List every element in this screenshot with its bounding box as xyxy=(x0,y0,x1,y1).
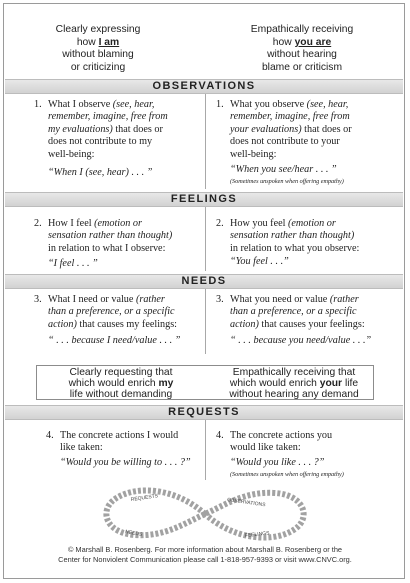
speaker-header-line2: how I am xyxy=(76,36,120,48)
item-number: 2. xyxy=(216,218,224,229)
logo-word-needs: NEEDS xyxy=(124,529,143,538)
requests-heading: REQUESTS xyxy=(5,405,403,420)
empathy-note: (Sometimes unspoken when offering empathy) xyxy=(230,471,344,478)
feeling-listener-quote: “You feel . . .” xyxy=(230,256,289,267)
logo-word-feelings: FEELINGS xyxy=(244,530,270,539)
empathy-note: (Sometimes unspoken when offering empathy) xyxy=(230,178,344,185)
item-number: 4. xyxy=(46,430,54,441)
feeling-speaker-quote: “I feel . . . ” xyxy=(48,258,98,269)
item-number: 2. xyxy=(34,218,42,229)
request-listener-intro: Empathically receiving that which would enrich your life without hearing any demand xyxy=(229,367,359,400)
speaker-header xyxy=(38,24,158,74)
item-number: 3. xyxy=(34,294,42,305)
listener-header-line4: blame or criticism xyxy=(261,61,343,73)
need-speaker-quote: “ . . . because I need/value . . . ” xyxy=(48,335,181,346)
observation-speaker-quote: “When I (see, hear) . . . ” xyxy=(48,167,153,178)
request-speaker-quote: “Would you be willing to . . . ?” xyxy=(60,457,191,468)
need-listener-quote: “ . . . because you need/value . . .” xyxy=(230,335,372,346)
footer-line2: Center for Nonviolent Communication please call 1-818-957-9393 or visit www.CNVC.org. xyxy=(58,555,352,564)
needs-divider xyxy=(205,289,206,354)
item-number: 4. xyxy=(216,430,224,441)
listener-header-line2: how you are xyxy=(272,36,332,48)
listener-header-line1: Empathically receiving xyxy=(250,24,354,35)
logo-word-requests: REQUESTS xyxy=(130,493,159,503)
listener-header-line3: without hearing xyxy=(267,49,337,61)
request-listener-quote: “Would you like . . . ?” xyxy=(230,457,325,468)
feelings-heading: FEELINGS xyxy=(5,192,403,207)
observations-heading: OBSERVATIONS xyxy=(5,79,403,94)
request-speaker-intro: Clearly requesting that which would enrich my life without demanding xyxy=(68,367,174,400)
needs-heading: NEEDS xyxy=(5,274,403,289)
speaker-header-line4: or criticizing xyxy=(70,61,126,73)
infinity-logo xyxy=(95,485,315,543)
observation-listener-quote: “When you see/hear . . . ” xyxy=(230,164,337,175)
footer-line1: © Marshall B. Rosenberg. For more information about Marshall B. Rosenberg or the xyxy=(67,545,343,554)
listener-header xyxy=(232,24,372,74)
logo-word-observations: OBSERVATIONS xyxy=(226,497,266,509)
speaker-header-line1: Clearly expressing xyxy=(55,24,141,35)
feelings-divider xyxy=(205,207,206,271)
item-number: 1. xyxy=(216,99,224,110)
speaker-header-line3: without blaming xyxy=(62,49,134,61)
item-number: 3. xyxy=(216,294,224,305)
observations-divider xyxy=(205,94,206,189)
item-number: 1. xyxy=(34,99,42,110)
